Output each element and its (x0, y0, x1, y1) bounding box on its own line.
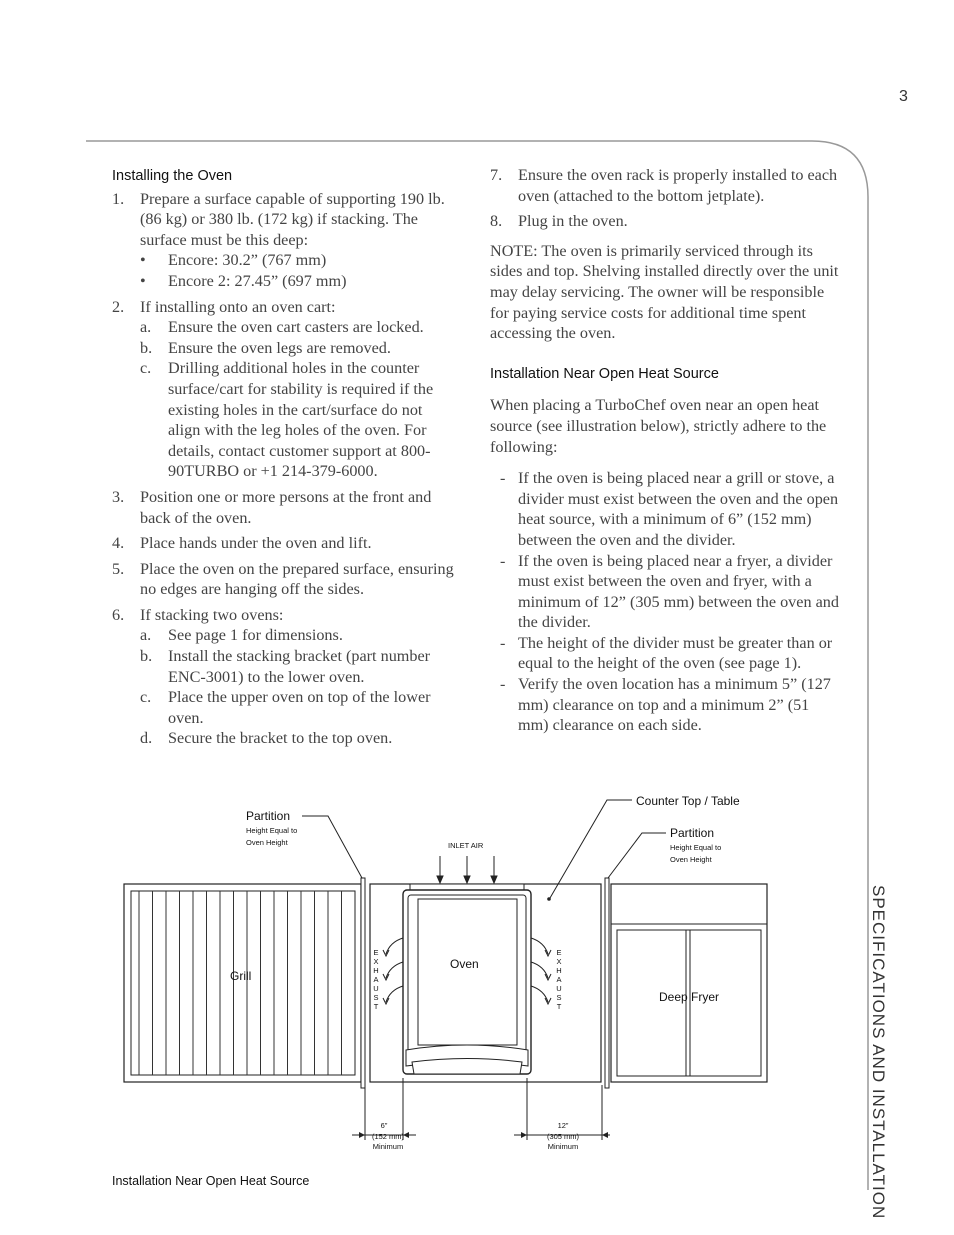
exhaust-letter: X (373, 957, 379, 966)
step-1: 1. Prepare a surface capable of supporting 190 lb. (86 kg) or 380 lb. (172 kg) if stacking. The surface must be this deep: • Encore: 30.2” (767 mm) • Encore 2: 27.45” (697 mm) (112, 189, 457, 292)
partition-right-line2: Oven Height (670, 855, 712, 864)
exhaust-label-left (373, 948, 378, 1011)
sub-item: b. Ensure the oven legs are removed. (140, 338, 391, 357)
dim-right-line2: (305 mm) (546, 1132, 580, 1141)
step-3: 3. Position one or more persons at the front and back of the oven. (112, 487, 432, 527)
section-heading: Installing the Oven (112, 168, 233, 184)
dim-left-line2: (152 mm) (371, 1132, 405, 1141)
exhaust-letter: T (556, 1002, 562, 1011)
note-paragraph: NOTE: The oven is primarily serviced through its sides and top. Shelving installed directly over the unit may delay servicing. The owner will be responsible for paying service costs for additional time spent accessing the oven. (490, 241, 839, 343)
sub-item: a. Ensure the oven cart casters are locked. (140, 318, 424, 337)
figure-caption: Installation Near Open Heat Source (112, 1174, 310, 1188)
exhaust-letter: U (556, 984, 562, 993)
grill-label: Grill (230, 969, 252, 983)
step-6: 6. If stacking two ovens: a. See page 1 for dimensions. b. Install the stacking bracket (part number ENC-3001) to the lower oven. c. Place the upper oven on top of the lower oven. d. Secure the bracket to the top oven. (112, 605, 457, 749)
exhaust-letter: X (556, 957, 562, 966)
deep-fryer (611, 884, 767, 1082)
exhaust-letter: T (373, 1002, 379, 1011)
exhaust-letter: E (373, 948, 379, 957)
step-7: 7. Ensure the oven rack is properly installed to each oven (attached to the bottom jetplate). (490, 166, 838, 205)
partition-left-title: Partition (246, 809, 291, 823)
exhaust-letter: A (556, 975, 562, 984)
dimension-right (514, 1078, 610, 1151)
dimension-left (352, 1078, 416, 1151)
bullet-item: • Encore: 30.2” (767 mm) (140, 251, 327, 270)
sub-item: b. Install the stacking bracket (part number ENC-3001) to the lower oven. (140, 647, 431, 686)
sub-item: c. Place the upper oven on top of the lower oven. (140, 688, 431, 727)
section-heading: Installation Near Open Heat Source (490, 365, 719, 382)
page-number: 3 (899, 88, 908, 105)
partition-right-title: Partition (670, 826, 715, 840)
requirement-item: - Verify the oven location has a minimum 5” (127 mm) clearance on top and a minimum 2” (51 mm) clearance on each side. (500, 675, 831, 735)
exhaust-letter: H (373, 966, 379, 975)
dim-left-line1: 6” (380, 1121, 388, 1130)
step-8: 8. Plug in the oven. (490, 212, 628, 231)
partition-right-line1: Height Equal to (670, 843, 722, 852)
requirement-item: - The height of the divider must be greater than or equal to the height of the oven (see page 1). (500, 633, 833, 673)
inlet-air-arrows (437, 856, 497, 883)
requirement-item: - If the oven is being placed near a fryer, a divider must exist between the oven and fryer, with a minimum of 12” (305 mm) between the oven and the divider. (500, 551, 839, 632)
exhaust-label-right (556, 948, 561, 1011)
intro-paragraph: When placing a TurboChef oven near an open heat source (see illustration below), strictly adhere to the following: (490, 396, 827, 456)
counter-top-label: Counter Top / Table (636, 794, 740, 808)
exhaust-letter: S (556, 993, 562, 1002)
exhaust-letter: U (373, 984, 379, 993)
exhaust-letter: A (373, 975, 379, 984)
grill (124, 884, 361, 1082)
step-2: 2. If installing onto an oven cart: a. Ensure the oven cart casters are locked. b. Ensure the oven legs are removed. c. Drilling additional holes in the counter surface/cart for stability is required if the existing holes in the cart/surface do not align with the leg holes of the oven. For details, contact customer support at 800-90TURBO or +1 214-379-6000. (112, 297, 457, 482)
section-tab: SPECIFICATIONS AND INSTALLATION (869, 885, 888, 1220)
exhaust-letter: H (556, 966, 562, 975)
dim-right-line3: Minimum (547, 1142, 579, 1151)
step-4: 4. Place hands under the oven and lift. (112, 534, 372, 553)
inlet-air-label: INLET AIR (448, 841, 484, 850)
exhaust-letter: S (373, 993, 379, 1002)
sub-item: a. See page 1 for dimensions. (140, 626, 343, 645)
oven-label: Oven (450, 957, 479, 971)
dim-left-line3: Minimum (372, 1142, 404, 1151)
partition-left-line2: Oven Height (246, 838, 288, 847)
deep-fryer-label: Deep Fryer (659, 990, 720, 1004)
sub-item: d. Secure the bracket to the top oven. (140, 729, 393, 748)
dim-right-line1: 12” (557, 1121, 569, 1130)
partition-left-line1: Height Equal to (246, 826, 298, 835)
bullet-item: • Encore 2: 27.45” (697 mm) (140, 271, 347, 290)
sub-item: c. Drilling additional holes in the counter surface/cart for stability is required if the existing holes in the cart/surface do not align with the leg holes of the oven. For details, contact customer support at 800-90TURBO or +1 214-379-6000. (140, 359, 434, 481)
requirement-item: - If the oven is being placed near a grill or stove, a divider must exist between the oven and the open heat source, with a minimum of 6” (152 mm) between the oven and the divider. (500, 469, 839, 549)
step-5: 5. Place the oven on the prepared surface, ensuring no edges are hanging off the sides. (112, 559, 454, 599)
exhaust-letter: E (556, 948, 562, 957)
